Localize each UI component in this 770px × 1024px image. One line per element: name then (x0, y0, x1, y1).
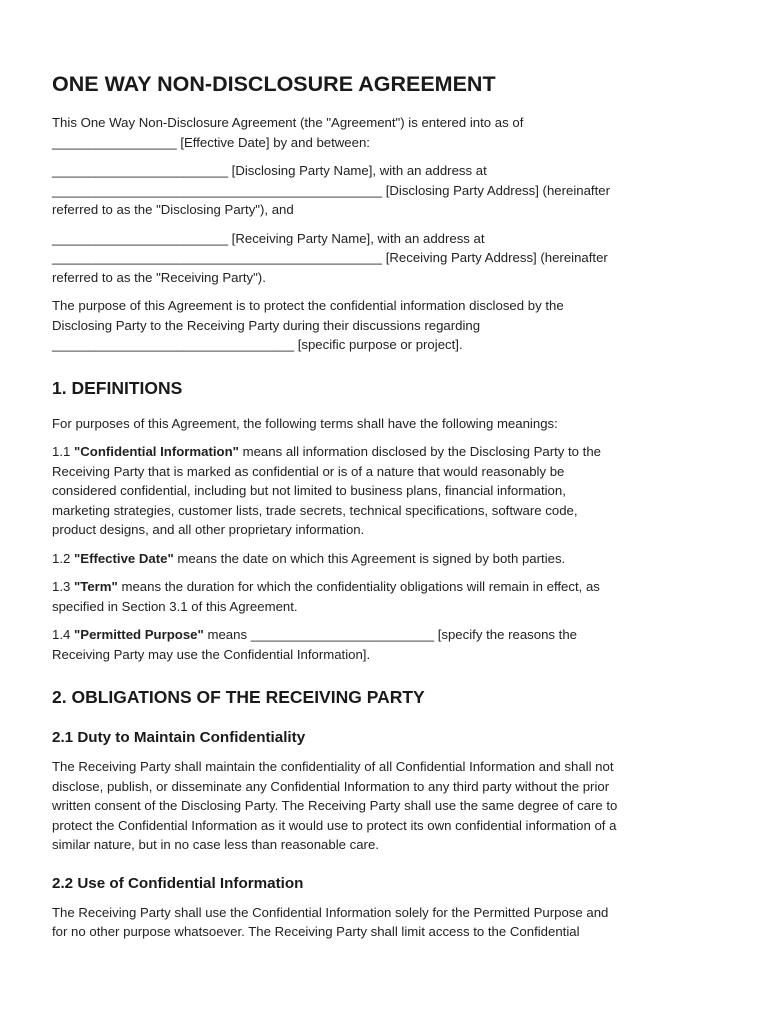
document-content (52, 70, 724, 951)
subsection-2-1-line-2: disclose, publish, or disseminate any Confidential Information to any third party without the prior (52, 778, 610, 794)
definition-1-4-term: "Permitted Purpose" (74, 627, 204, 642)
disclosing-line-1: ________________________ [Disclosing Party Name], with an address at (52, 163, 487, 178)
subsection-2-2-heading: 2.2 Use of Confidential Information (52, 874, 304, 892)
receiving-party-paragraph (52, 229, 724, 288)
section-1-heading: 1. DEFINITIONS (52, 377, 183, 398)
subsection-2-1-heading: 2.1 Duty to Maintain Confidentiality (52, 729, 306, 746)
definition-1-2-text: means the date on which this Agreement is signed by both parties. (177, 550, 566, 566)
subsection-2-1-paragraph (52, 757, 724, 855)
definition-1-3-term: "Term" (74, 579, 118, 594)
purpose-line-2: Disclosing Party to the Receiving Party during their discussions regarding (52, 317, 481, 333)
subsection-2-1-line-1: The Receiving Party shall maintain the confidentiality of all Confidential Information and shall not (52, 759, 614, 774)
subsection-2-1-line-5: similar nature, but in no case less than reasonable care. (52, 837, 379, 852)
definition-1-1-number: 1.1 (52, 444, 71, 459)
definition-1-3-line-2: specified in Section 3.1 of this Agreement. (52, 598, 298, 614)
definition-1-4-line-2: Receiving Party may use the Confidential Information]. (52, 646, 371, 662)
definition-1-4 (52, 625, 724, 664)
section-2-heading: 2. OBLIGATIONS OF THE RECEIVING PARTY (52, 687, 425, 707)
definition-1-3-text: means the duration for which the confidentiality obligations will remain in effect, as (121, 579, 600, 594)
definition-1-1 (52, 442, 724, 540)
document-title: ONE WAY NON-DISCLOSURE AGREEMENT (52, 72, 496, 96)
definition-1-1-text: means all information disclosed by the Disclosing Party to the (242, 444, 602, 459)
purpose-line-3: _________________________________ [specific purpose or project]. (52, 337, 463, 352)
disclosing-line-2: _____________________________________________ [Disclosing Party Address] (hereinafter (52, 182, 610, 198)
purpose-line-1: The purpose of this Agreement is to protect the confidential information disclosed by the (52, 298, 564, 313)
purpose-paragraph (52, 296, 724, 355)
definition-1-2-number: 1.2 (52, 550, 71, 566)
definition-1-4-number: 1.4 (52, 627, 71, 642)
definition-1-2-term: "Effective Date" (74, 550, 174, 566)
intro-line-2: _________________ [Effective Date] by and between: (52, 134, 370, 150)
definition-1-1-line-4: marketing strategies, customer lists, trade secrets, technical specifications, software code, (52, 502, 578, 518)
subsection-2-2-paragraph (52, 903, 724, 942)
subsection-2-2-line-2: for no other purpose whatsoever. The Receiving Party shall limit access to the Confidential (52, 924, 580, 939)
intro-paragraph (52, 113, 724, 152)
receiving-line-1: ________________________ [Receiving Party Name], with an address at (52, 230, 485, 246)
definition-1-2 (52, 549, 724, 569)
subsection-2-1-line-4: protect the Confidential Information as it would use to protect its own confidential information of a (52, 817, 617, 833)
definitions-intro (52, 414, 724, 434)
definition-1-4-text: means _________________________ [specify the reasons the (207, 627, 577, 642)
receiving-line-3: referred to as the "Receiving Party"). (52, 269, 266, 285)
disclosing-line-3: referred to as the "Disclosing Party"), and (52, 202, 294, 217)
definition-1-1-term: "Confidential Information" (74, 444, 239, 459)
definition-1-1-line-2: Receiving Party that is marked as confidential or is of a nature that would reasonably be (52, 463, 565, 479)
subsection-2-1-line-3: written consent of the Disclosing Party. The Receiving Party shall use the same degree of care to (52, 798, 618, 813)
disclosing-party-paragraph (52, 161, 724, 220)
intro-line-1: This One Way Non-Disclosure Agreement (the "Agreement") is entered into as of (52, 115, 524, 130)
definition-1-3-number: 1.3 (52, 579, 71, 594)
subsection-2-2-line-1: The Receiving Party shall use the Confidential Information solely for the Permitted Purpose and (52, 904, 609, 920)
definitions-intro-text: For purposes of this Agreement, the following terms shall have the following meanings: (52, 415, 558, 431)
definition-1-3 (52, 577, 724, 616)
definition-1-1-line-3: considered confidential, including but not limited to business plans, financial information, (52, 483, 566, 498)
definition-1-1-line-5: product designs, and all other proprietary information. (52, 522, 365, 537)
receiving-line-2: _____________________________________________ [Receiving Party Address] (hereinafter (52, 250, 608, 265)
